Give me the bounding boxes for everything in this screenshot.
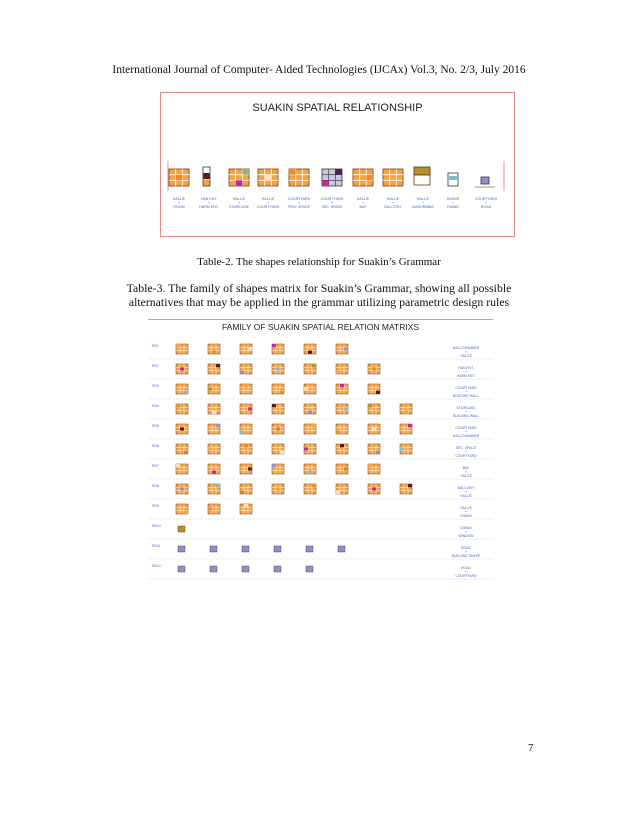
row-note: COURTYARD + HALL/CHAMBER	[452, 426, 480, 438]
label-bay: HALL/E + BAY	[356, 197, 370, 209]
figure1-labels	[161, 197, 514, 227]
label-courtyard: HALL/E + COURTYARD	[256, 197, 280, 209]
row-note: HALL/CHAMBER + HALL/E	[452, 346, 480, 358]
row-note: BALCONY + HALL/E	[457, 486, 475, 498]
row-note: BAY + HALL/E	[460, 466, 472, 478]
row-label: RD3	[152, 384, 159, 388]
row-label: RD2	[152, 364, 159, 368]
row-note: SEC. SPACE + COURTYARD	[455, 446, 477, 458]
row-label: RD6	[152, 444, 159, 448]
row-label: RD12	[152, 564, 161, 568]
label-mashrabia: HALL/E + MASHRABIA	[412, 197, 434, 209]
row-label: RD8	[152, 484, 159, 488]
label-sec-space: COURTYARD + SEC. SPACE	[320, 197, 344, 209]
label-diwan: DIWA/E + DIWAN	[446, 197, 460, 209]
figure2-title: FAMILY OF SUAKIN SPATIAL RELATION MATRIXS	[221, 322, 420, 332]
row-note: STAIRCASE + BUILDING WALL	[452, 406, 480, 418]
label-balcony: HALL/E + BALCONY	[384, 197, 402, 209]
label-entrance: HAN ENT. + HARM ENT.	[199, 197, 219, 209]
shape-matrix-figure	[148, 320, 493, 580]
page-number: 7	[528, 742, 534, 754]
label-staircase: HALL/E + STAIRCASE	[228, 197, 250, 209]
label-priv-space: COURTYARD + PRIV. SPACE	[287, 197, 311, 209]
row-label: RD4	[152, 404, 159, 408]
row-note: COURTYARD + BUILDING WALL	[452, 386, 480, 398]
row-label: RD9	[152, 504, 159, 508]
label-hall-room: HALL/E + ROOM	[172, 197, 186, 209]
label-road: COURTYARD + ROAD	[474, 197, 498, 209]
row-label: RD7	[152, 464, 159, 468]
row-label: RD1	[152, 344, 159, 348]
row-note: ROAD + BUILDING SHAPE	[451, 546, 481, 558]
table2-caption: Table-2. The shapes relationship for Suakin’s Grammar	[197, 256, 441, 268]
journal-header: International Journal of Computer- Aided Technologies (IJCAx) Vol.3, No. 2/3, July 2016	[112, 64, 526, 76]
row-note: DIWAN + WINDOW	[458, 526, 474, 538]
spatial-relationship-figure	[160, 92, 515, 237]
figure1-title: SUAKIN SPATIAL RELATIONSHIP	[252, 102, 423, 114]
row-label: RD10	[152, 524, 161, 528]
row-label: RD11	[152, 544, 161, 548]
row-label: RD5	[152, 424, 159, 428]
table3-caption: Table-3. The family of shapes matrix for Suakin’s Grammar, showing all possible alternatives that may be applied in the grammar utilizing parametric design rules	[126, 281, 512, 309]
row-note: HALL/E + DIWAN	[460, 506, 472, 518]
row-note: HAN ENT. + HARM ENT.	[456, 366, 476, 378]
row-note: ROAD + COURTYARD	[455, 566, 477, 578]
